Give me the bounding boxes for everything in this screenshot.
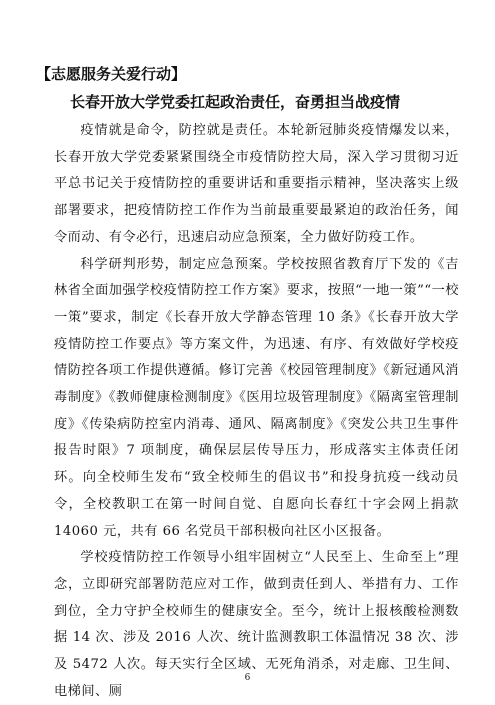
page-number: 6	[244, 673, 251, 683]
article-body	[54, 118, 459, 705]
body-paragraph: 科学研判形势，制定应急预案。学校按照省教育厅下发的《吉林省全面加强学校疫情防控工作方案》要求，按照“一地一策”“一校一策”要求，制定《长春开放大学静态管理 10 条》《长春开放大学疫情防控工作要点》等方案文件，为迅速、有序、有效做好学校疫情防控各项工作提供遵循。修订完善《校园管理制度》《新冠通风消毒制度》《教师健康检测制度》《医用垃圾管理制度》《隔离室管理制度》《传染病防控室内消毒、通风、隔离制度》《突发公共卫生事件报告时限》7 项制度，确保层层传导压力，形成落实主体责任闭环。向全校师生发布“致全校师生的倡议书”和投身抗疫一线动员令，全校教职工在第一时间自觉、自愿向长春红十字会网上捐款 14060 元，共有 66 名党员干部积极向社区小区报备。	[54, 256, 459, 539]
body-paragraph: 学校疫情防控工作领导小组牢固树立“人民至上、生命至上”理念，立即研究部署防范应对工作，做到责任到人、举措有力、工作到位，全力守护全校师生的健康安全。至今，统计上报核酸检测数据 14 次、涉及 2016 人次、统计监测教职工体温情况 38 次、涉及 5472 人次。每天实行全区域、无死角消杀，对走廊、卫生间、电梯间、厕	[54, 550, 459, 699]
body-paragraph: 疫情就是命令，防控就是责任。本轮新冠肺炎疫情爆发以来，长春开放大学党委紧紧围绕全市疫情防控大局，深入学习贯彻习近平总书记关于疫情防控的重要讲话和重要指示精神，坚决落实上级部署要求，把疫情防控工作作为当前最重要最紧迫的政治任务，闻令而动、有令必行，迅速启动应急预案，全力做好防疫工作。	[54, 123, 459, 245]
section-heading: 【志愿服务关爱行动】	[36, 65, 187, 83]
article-title: 长春开放大学党委扛起政治责任，奋勇担当战疫情	[70, 93, 401, 111]
